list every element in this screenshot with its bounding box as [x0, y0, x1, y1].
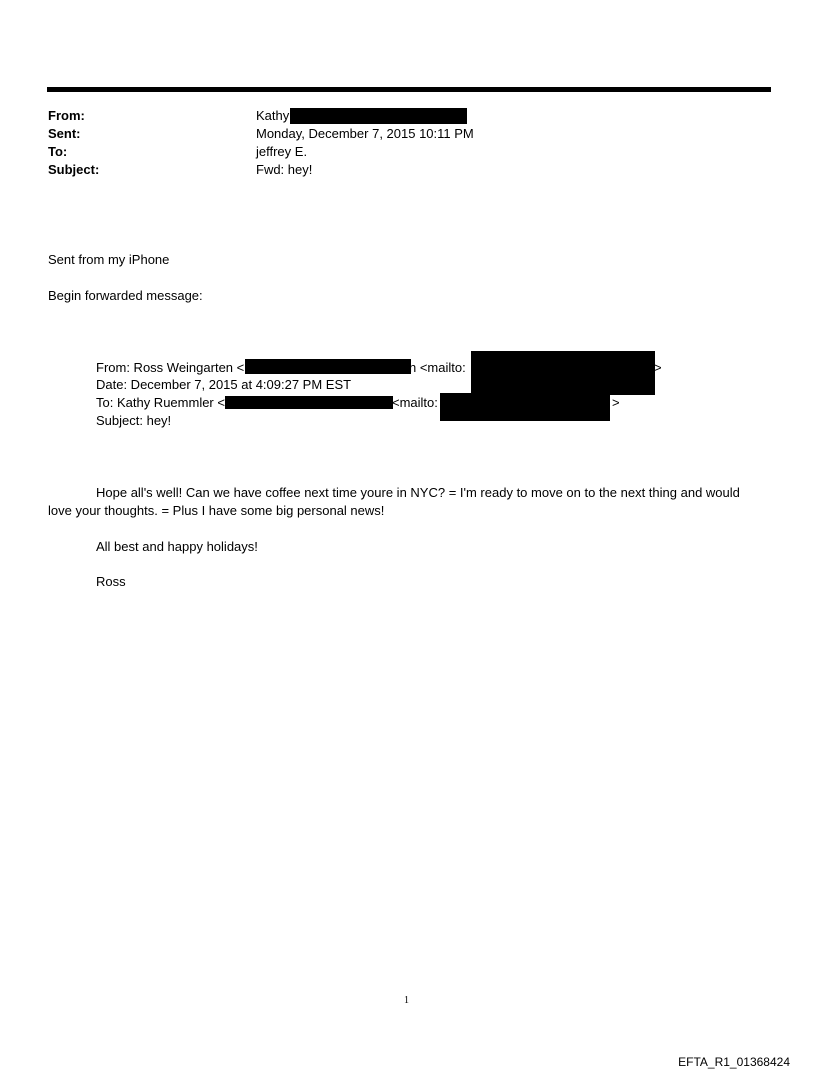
message-closing: All best and happy holidays!	[96, 539, 258, 554]
forwarded-to-close: >	[612, 395, 620, 410]
forwarded-to-mailto: <mailto:	[392, 395, 438, 410]
subject-value: Fwd: hey!	[256, 162, 313, 177]
redaction-box	[471, 351, 655, 395]
forwarded-date-line: Date: December 7, 2015 at 4:09:27 PM EST	[96, 377, 352, 392]
subject-label: Subject:	[48, 162, 100, 177]
header-divider-rule	[47, 87, 771, 92]
forwarded-from-close: >	[654, 360, 662, 375]
from-label: From:	[48, 108, 85, 123]
message-paragraph-line-1: Hope all's well! Can we have coffee next time youre in NYC? = I'm ready to move on to the next thing and would	[96, 485, 740, 500]
redaction-box	[245, 359, 411, 374]
from-value: Kathy	[256, 108, 290, 123]
message-paragraph-line-2: love your thoughts. = Plus I have some big personal news!	[48, 503, 385, 518]
page-number: 1	[404, 995, 409, 1006]
sent-value: Monday, December 7, 2015 10:11 PM	[256, 126, 474, 141]
message-signature: Ross	[96, 574, 126, 589]
redaction-box	[225, 396, 393, 409]
forwarded-to-prefix: To: Kathy Ruemmler <	[96, 395, 225, 410]
document-id: EFTA_R1_01368424	[678, 1055, 790, 1069]
redaction-box	[290, 108, 467, 124]
begin-forwarded-line: Begin forwarded message:	[48, 288, 203, 303]
to-value: jeffrey E.	[256, 144, 308, 159]
forwarded-subject-line: Subject: hey!	[96, 413, 172, 428]
redaction-box	[440, 393, 610, 421]
forwarded-from-prefix: From: Ross Weingarten <	[96, 360, 245, 375]
forwarded-from-mailto: n <mailto:	[409, 360, 466, 375]
sent-label: Sent:	[48, 126, 81, 141]
to-label: To:	[48, 144, 68, 159]
sent-from-line: Sent from my iPhone	[48, 252, 170, 267]
